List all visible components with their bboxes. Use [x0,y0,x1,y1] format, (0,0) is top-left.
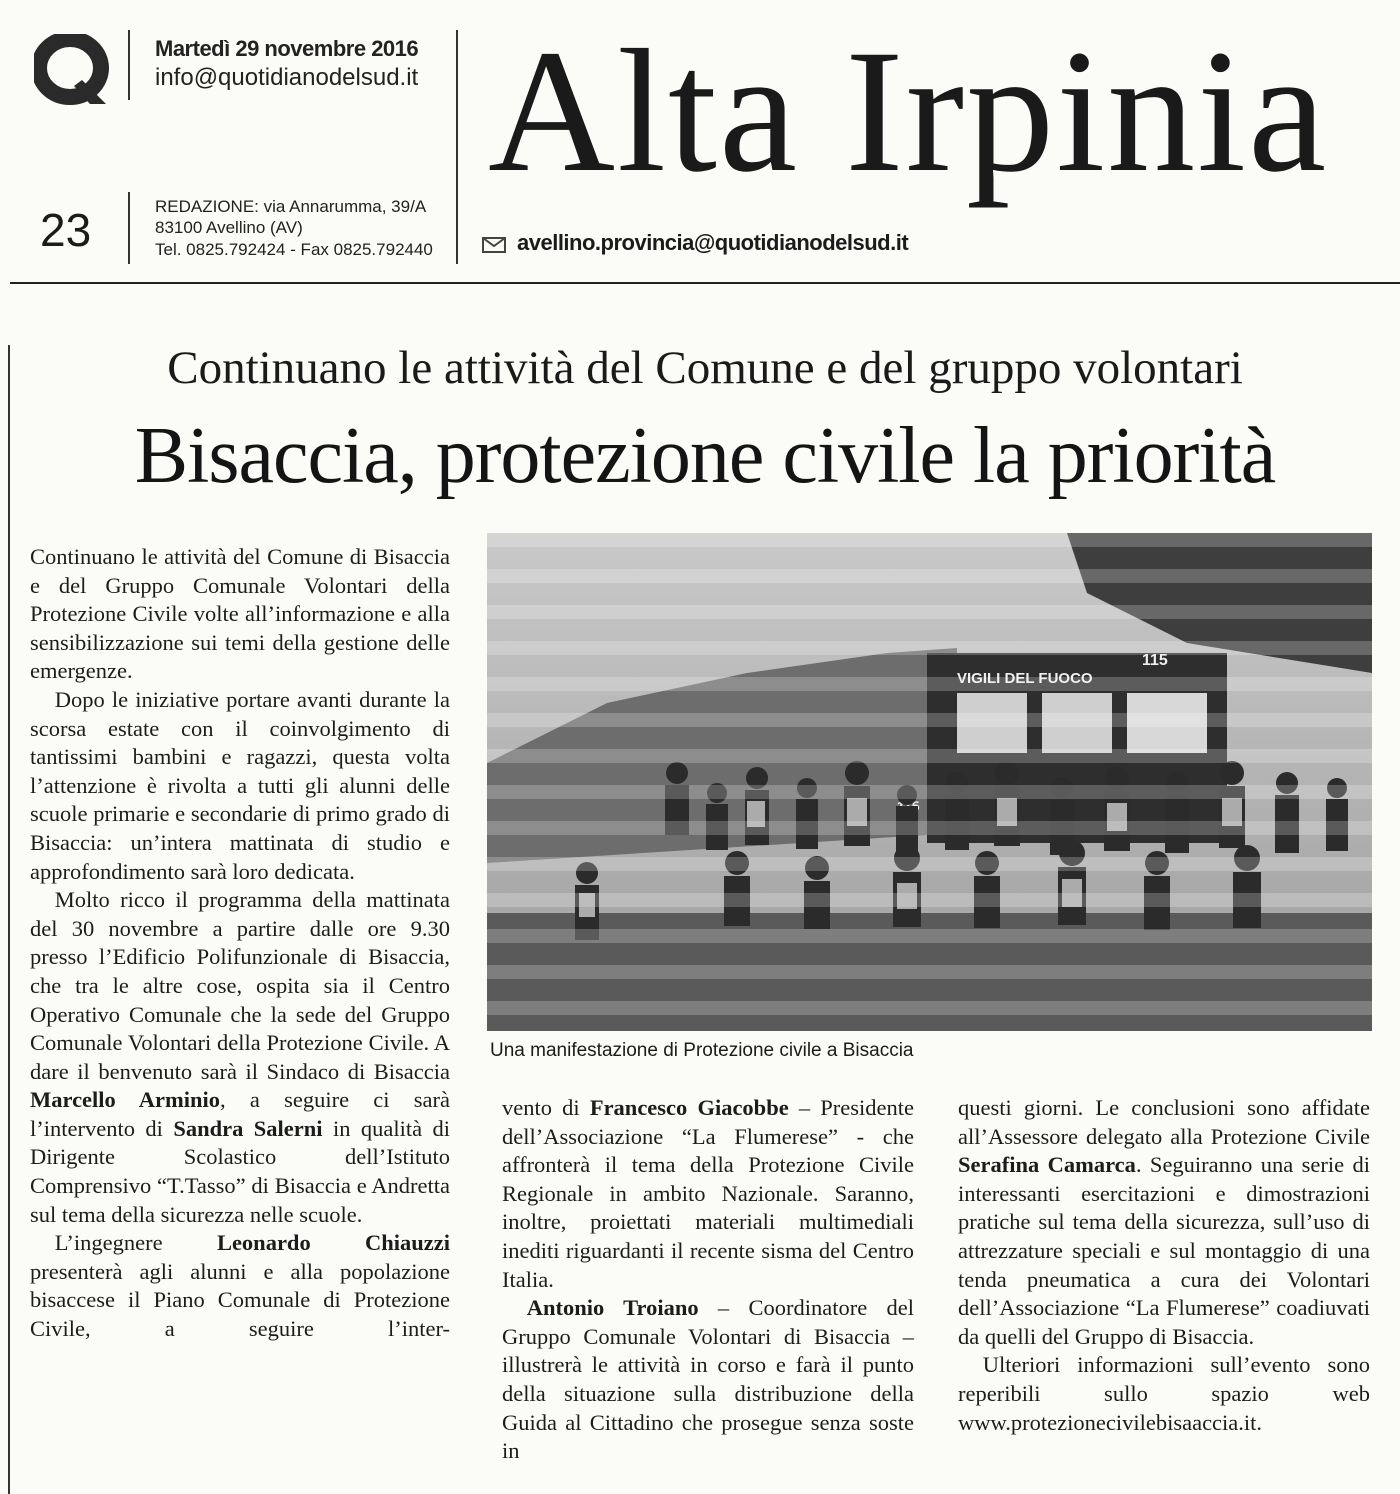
paragraph [502,1094,914,1294]
page-number: 23 [40,204,92,256]
issue-date: Martedì 29 novembre 2016 [155,36,419,61]
redazione-phone: Tel. 0825.792424 - Fax 0825.792440 [155,240,433,259]
person-name: Serafina Camarca [958,1152,1136,1178]
person-name: Antonio Troiano [526,1295,699,1321]
text-run: – Presidente dell’Associazione “La Flumerese” - che affronterà il tema della Protezione Civile Regionale in ambito Nazionale. Saranno, inoltre, proiettati materiali multimediali inediti riguardanti il recente sisma del Centro Italia. [502,1095,915,1292]
divider [456,30,458,264]
paragraph: Continuano le attività del Comune di Bisaccia e del Gruppo Comunale Volontari della Protezione Civile volte all’informazione e alla sensibilizzazione sui temi della gestione delle emergenze. [30,544,450,684]
photo-caption: Una manifestazione di Protezione civile a Bisaccia [490,1040,914,1061]
article-column-3 [958,1094,1370,1437]
article-headline: Bisaccia, protezione civile la priorità [134,412,1276,500]
text-run: questi giorni. Le conclusioni sono affidate all’Assessore delegato alla Protezione Civile [958,1095,1370,1149]
article-column-2 [502,1094,914,1466]
person-name: Francesco Giacobbe [589,1095,789,1120]
article-kicker: Continuano le attività del Comune e del gruppo volontari [167,342,1243,394]
person-name: Leonardo Chiauzzi [216,1230,451,1256]
text-run: – Coordinatore del Gruppo Comunale Volontari di Bisaccia – illustrerà le attività in corso e farà il punto della situazione sulla distribuzione della Guida al Cittadino che prosegue senza soste in [502,1295,914,1464]
redazione-address: REDAZIONE: via Annarumma, 39/A [155,197,427,216]
text-run: , a seguire ci sarà l’intervento di [30,1087,451,1141]
newspaper-logo [34,34,114,106]
text-run: in qualità di Dirigente Scolastico dell’Istituto Comprensivo “T.Tasso” di Bisaccia e Andretta sul tema della sicurezza nelle scuole. [30,1115,451,1227]
redazione-city: 83100 Avellino (AV) [155,218,303,237]
left-column-rule [8,345,10,1494]
masthead-rule [10,282,1400,284]
section-email: avellino.provincia@quotidianodelsud.it [517,230,909,255]
paragraph [502,1294,914,1466]
text-run: . Seguiranno una serie di interessanti esercitazioni e dimostrazioni pratiche sul tema della sicurezza, sull’uso di attrezzature speciali e sul montaggio di una tenda pneumatica a cura dei Volontari dell’Associazione “La Flumerese” coadiuvati da quelli del Gruppo di Bisaccia. [958,1152,1370,1349]
person-name: Marcello Arminio [30,1087,221,1113]
mail-icon [482,237,506,253]
text-run: Molto ricco il programma della mattinata del 30 novembre a partire dalle ore 9.30 presso l’Edificio Polifunzionale di Bisaccia, che tra le altre cose, ospita sia il Centro Operativo Comunale che la sede del Gruppo Comunale Volontari della Protezione Civile. A dare il benvenuto sarà il Sindaco di Bisaccia [30,887,450,1084]
text-run: vento di [502,1095,580,1120]
section-title: Alta Irpinia [488,14,1329,209]
paragraph [30,886,450,1229]
divider [128,192,130,264]
article-column-1 [30,543,450,1344]
text-run: presenterà agli alunni e alla popolazione bisaccese il Piano Comunale di Protezione Civile, a seguire l’inter- [30,1258,450,1342]
divider [128,30,130,100]
newspaper-email: info@quotidianodelsud.it [155,64,419,91]
person-name: Sandra Salerni [173,1115,323,1141]
paragraph [30,1229,450,1343]
article-photo [487,533,1372,1031]
paragraph [958,1094,1370,1351]
paragraph: Dopo le iniziative portare avanti durante la scorsa estate con il coinvolgimento di tantissimi bambini e ragazzi, questa volta l’attenzione è rivolta a tutti gli alunni delle scuole primarie e secondarie di primo grado di Bisaccia: un’intera mattinata di studio e approfondimento sarà loro dedicata. [30,686,450,884]
text-run: L’ingegnere [54,1230,163,1256]
paragraph: Ulteriori informazioni sull’evento sono reperibili sullo spazio web www.protezionecivilebisaaccia.it. [958,1352,1370,1435]
q-logo-icon [34,34,114,106]
